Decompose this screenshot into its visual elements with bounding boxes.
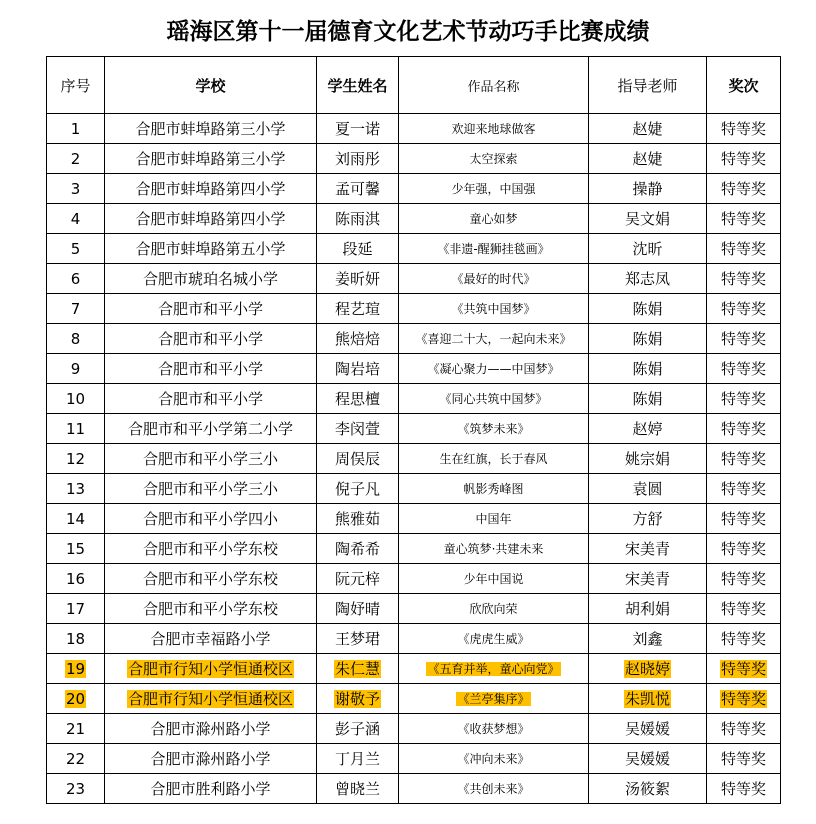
cell-work: 少年强，中国强	[399, 174, 589, 204]
cell-student: 陶岩培	[317, 354, 399, 384]
header-school: 学校	[105, 57, 317, 114]
cell-school: 合肥市琥珀名城小学	[105, 264, 317, 294]
table-row	[47, 624, 781, 654]
table-row	[47, 504, 781, 534]
results-body	[47, 114, 781, 804]
cell-work: 《收获梦想》	[399, 714, 589, 744]
cell-award: 特等奖	[707, 474, 781, 504]
highlight-mark: 特等奖	[720, 690, 766, 708]
cell-award: 特等奖	[707, 444, 781, 474]
cell-school	[105, 684, 317, 714]
highlight-mark: 赵晓婷	[624, 660, 670, 678]
cell-school: 合肥市滁州路小学	[105, 744, 317, 774]
cell-teacher: 赵婕	[589, 114, 707, 144]
cell-award: 特等奖	[707, 324, 781, 354]
cell-work: 童心如梦	[399, 204, 589, 234]
cell-school: 合肥市蚌埠路第五小学	[105, 234, 317, 264]
highlight-mark: 朱凯悦	[624, 690, 670, 708]
cell-award: 特等奖	[707, 264, 781, 294]
table-row	[47, 384, 781, 414]
cell-index: 18	[47, 624, 105, 654]
cell-teacher: 吴媛媛	[589, 744, 707, 774]
table-row	[47, 714, 781, 744]
table-row	[47, 414, 781, 444]
highlight-mark: 朱仁慧	[334, 660, 380, 678]
cell-teacher	[589, 684, 707, 714]
header-student: 学生姓名	[317, 57, 399, 114]
cell-work	[399, 654, 589, 684]
cell-index: 23	[47, 774, 105, 804]
header-index: 序号	[47, 57, 105, 114]
cell-student: 周俣辰	[317, 444, 399, 474]
cell-award: 特等奖	[707, 204, 781, 234]
cell-school: 合肥市和平小学	[105, 294, 317, 324]
header-row	[47, 57, 781, 114]
cell-work: 《非遗-醒狮挂毯画》	[399, 234, 589, 264]
cell-index: 15	[47, 534, 105, 564]
cell-student: 夏一诺	[317, 114, 399, 144]
cell-school: 合肥市滁州路小学	[105, 714, 317, 744]
cell-index: 5	[47, 234, 105, 264]
cell-award: 特等奖	[707, 384, 781, 414]
cell-index: 21	[47, 714, 105, 744]
cell-index: 3	[47, 174, 105, 204]
cell-student: 孟可馨	[317, 174, 399, 204]
cell-teacher: 陈娟	[589, 354, 707, 384]
cell-teacher: 赵婷	[589, 414, 707, 444]
cell-index: 7	[47, 294, 105, 324]
table-row	[47, 354, 781, 384]
cell-school: 合肥市和平小学第二小学	[105, 414, 317, 444]
cell-award: 特等奖	[707, 534, 781, 564]
cell-school: 合肥市和平小学	[105, 354, 317, 384]
cell-index: 9	[47, 354, 105, 384]
cell-student: 熊焙焙	[317, 324, 399, 354]
cell-teacher: 郑志凤	[589, 264, 707, 294]
cell-student: 曾晓兰	[317, 774, 399, 804]
cell-teacher: 袁圆	[589, 474, 707, 504]
cell-student	[317, 654, 399, 684]
cell-award: 特等奖	[707, 624, 781, 654]
cell-teacher: 汤筱絮	[589, 774, 707, 804]
cell-teacher: 操静	[589, 174, 707, 204]
cell-school: 合肥市蚌埠路第三小学	[105, 114, 317, 144]
cell-work: 《同心共筑中国梦》	[399, 384, 589, 414]
results-table	[46, 56, 781, 804]
cell-work: 《筑梦未来》	[399, 414, 589, 444]
cell-index: 8	[47, 324, 105, 354]
cell-index: 12	[47, 444, 105, 474]
cell-teacher: 胡利娟	[589, 594, 707, 624]
cell-teacher: 吴文娟	[589, 204, 707, 234]
cell-school: 合肥市和平小学东校	[105, 534, 317, 564]
cell-student	[317, 684, 399, 714]
cell-award: 特等奖	[707, 354, 781, 384]
cell-student: 丁月兰	[317, 744, 399, 774]
table-row	[47, 174, 781, 204]
cell-award: 特等奖	[707, 714, 781, 744]
cell-school: 合肥市和平小学	[105, 324, 317, 354]
cell-student: 陶希希	[317, 534, 399, 564]
table-row	[47, 264, 781, 294]
cell-index: 16	[47, 564, 105, 594]
cell-teacher: 宋美青	[589, 564, 707, 594]
table-row	[47, 594, 781, 624]
table-row	[47, 474, 781, 504]
table-row	[47, 444, 781, 474]
table-row-highlighted	[47, 684, 781, 714]
cell-student: 程艺瑄	[317, 294, 399, 324]
cell-school: 合肥市和平小学	[105, 384, 317, 414]
cell-student: 段延	[317, 234, 399, 264]
cell-student: 熊雅茹	[317, 504, 399, 534]
table-row	[47, 144, 781, 174]
cell-teacher: 陈娟	[589, 294, 707, 324]
cell-teacher: 沈昕	[589, 234, 707, 264]
cell-school: 合肥市蚌埠路第三小学	[105, 144, 317, 174]
table-row	[47, 114, 781, 144]
cell-student: 王梦珺	[317, 624, 399, 654]
highlight-mark: 19	[65, 659, 86, 678]
cell-work: 《共筑中国梦》	[399, 294, 589, 324]
cell-school: 合肥市和平小学三小	[105, 444, 317, 474]
cell-teacher: 吴媛媛	[589, 714, 707, 744]
highlight-mark: 《五育并举，童心向党》	[427, 662, 560, 676]
cell-school: 合肥市蚌埠路第四小学	[105, 174, 317, 204]
table-row	[47, 324, 781, 354]
cell-teacher	[589, 654, 707, 684]
cell-work: 《凝心聚力——中国梦》	[399, 354, 589, 384]
highlight-mark: 合肥市行知小学恒通校区	[127, 690, 293, 708]
cell-school: 合肥市幸福路小学	[105, 624, 317, 654]
cell-teacher: 宋美青	[589, 534, 707, 564]
cell-index	[47, 684, 105, 714]
cell-index: 6	[47, 264, 105, 294]
cell-work: 欣欣向荣	[399, 594, 589, 624]
table-row	[47, 234, 781, 264]
cell-award: 特等奖	[707, 774, 781, 804]
cell-student: 刘雨彤	[317, 144, 399, 174]
table-row	[47, 204, 781, 234]
cell-award: 特等奖	[707, 294, 781, 324]
cell-index: 4	[47, 204, 105, 234]
header-work: 作品名称	[399, 57, 589, 114]
cell-work: 《冲向未来》	[399, 744, 589, 774]
cell-index: 1	[47, 114, 105, 144]
cell-index: 11	[47, 414, 105, 444]
cell-index: 13	[47, 474, 105, 504]
cell-student: 彭子涵	[317, 714, 399, 744]
cell-work: 《最好的时代》	[399, 264, 589, 294]
cell-work: 《虎虎生威》	[399, 624, 589, 654]
cell-teacher: 陈娟	[589, 384, 707, 414]
cell-index: 10	[47, 384, 105, 414]
cell-work: 帆影秀峰图	[399, 474, 589, 504]
cell-award: 特等奖	[707, 414, 781, 444]
cell-work: 太空探索	[399, 144, 589, 174]
cell-work: 欢迎来地球做客	[399, 114, 589, 144]
highlight-mark: 谢敬予	[334, 690, 380, 708]
highlight-mark: 合肥市行知小学恒通校区	[127, 660, 293, 678]
cell-teacher: 刘鑫	[589, 624, 707, 654]
cell-index: 22	[47, 744, 105, 774]
cell-student: 李闵萱	[317, 414, 399, 444]
cell-award: 特等奖	[707, 594, 781, 624]
cell-student: 程思檀	[317, 384, 399, 414]
cell-work: 少年中国说	[399, 564, 589, 594]
cell-teacher: 赵婕	[589, 144, 707, 174]
cell-award	[707, 684, 781, 714]
cell-award: 特等奖	[707, 174, 781, 204]
highlight-mark: 《兰亭集序》	[457, 692, 530, 706]
table-row-highlighted	[47, 654, 781, 684]
cell-index	[47, 654, 105, 684]
cell-award: 特等奖	[707, 744, 781, 774]
cell-award: 特等奖	[707, 144, 781, 174]
cell-student: 倪子凡	[317, 474, 399, 504]
cell-school: 合肥市蚌埠路第四小学	[105, 204, 317, 234]
header-award: 奖次	[707, 57, 781, 114]
cell-index: 17	[47, 594, 105, 624]
cell-work: 中国年	[399, 504, 589, 534]
cell-teacher: 方舒	[589, 504, 707, 534]
table-row	[47, 534, 781, 564]
cell-student: 阮元梓	[317, 564, 399, 594]
cell-student: 陈雨淇	[317, 204, 399, 234]
cell-award: 特等奖	[707, 504, 781, 534]
table-row	[47, 774, 781, 804]
cell-award	[707, 654, 781, 684]
cell-index: 14	[47, 504, 105, 534]
cell-teacher: 姚宗娟	[589, 444, 707, 474]
cell-school	[105, 654, 317, 684]
cell-work: 《喜迎二十大，一起向未来》	[399, 324, 589, 354]
cell-student: 姜昕妍	[317, 264, 399, 294]
page-title: 瑶海区第十一届德育文化艺术节动巧手比赛成绩	[166, 19, 650, 45]
header-teacher: 指导老师	[589, 57, 707, 114]
cell-work: 《共创未来》	[399, 774, 589, 804]
cell-work: 生在红旗，长于春风	[399, 444, 589, 474]
cell-index: 2	[47, 144, 105, 174]
cell-teacher: 陈娟	[589, 324, 707, 354]
cell-school: 合肥市胜利路小学	[105, 774, 317, 804]
cell-school: 合肥市和平小学东校	[105, 564, 317, 594]
cell-school: 合肥市和平小学三小	[105, 474, 317, 504]
table-row	[47, 744, 781, 774]
cell-work	[399, 684, 589, 714]
cell-award: 特等奖	[707, 564, 781, 594]
cell-award: 特等奖	[707, 114, 781, 144]
table-row	[47, 564, 781, 594]
highlight-mark: 特等奖	[720, 660, 766, 678]
cell-student: 陶妤晴	[317, 594, 399, 624]
cell-school: 合肥市和平小学四小	[105, 504, 317, 534]
cell-school: 合肥市和平小学东校	[105, 594, 317, 624]
table-row	[47, 294, 781, 324]
highlight-mark: 20	[65, 689, 86, 708]
cell-award: 特等奖	[707, 234, 781, 264]
cell-work: 童心筑梦·共建未来	[399, 534, 589, 564]
